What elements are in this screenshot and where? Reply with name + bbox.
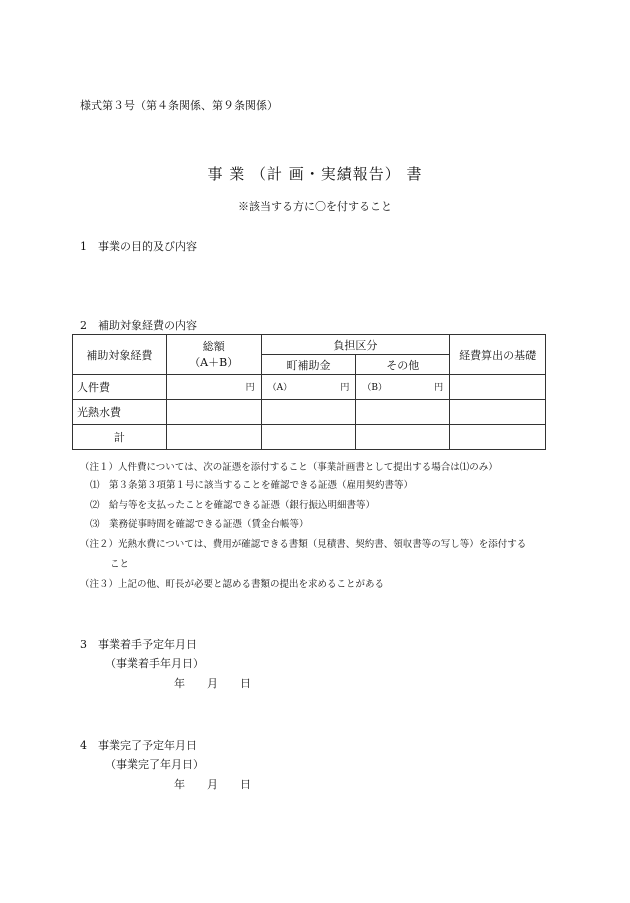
row-label-total: 計 [73, 425, 167, 450]
header-other: その他 [356, 355, 450, 375]
note-1-item-2: ⑵ 給与等を支払ったことを確認できる証憑（銀行振込明細書等） [90, 500, 376, 511]
section-2-label: 2 補助対象経費の内容 [80, 319, 197, 332]
header-total [166, 335, 261, 375]
sum-basis-cell[interactable] [450, 425, 546, 450]
header-item: 補助対象経費 [73, 335, 167, 375]
section-4-label: 4 事業完了予定年月日 [80, 739, 197, 752]
expense-table [72, 334, 546, 450]
yen-unit: 円 [434, 383, 444, 393]
page-title: 事 業 （計 画・実績報告） 書 [207, 165, 423, 183]
note-1: （注１）人件費については、次の証憑を添付すること（事業計画書として提出する場合は⑴のみ） [80, 462, 498, 473]
section-3-sub: （事業着手年月日） [105, 657, 204, 670]
prefix-b: （B） [362, 383, 388, 393]
yen-unit: 円 [340, 383, 350, 393]
row-label-utilities: 光熱水費 [73, 400, 167, 425]
section-3-label: 3 事業着手予定年月日 [80, 638, 197, 651]
note-2-continuation: こと [110, 559, 130, 570]
note-3: （注３）上記の他、町長が必要と認める書類の提出を求めることがある [80, 579, 385, 590]
row-label-personnel: 人件費 [73, 375, 167, 400]
personnel-total-cell[interactable] [166, 375, 261, 400]
note-1-item-3: ⑶ 業務従事時間を確認できる証憑（賃金台帳等） [90, 519, 309, 530]
form-number: 様式第３号（第４条関係、第９条関係） [80, 99, 278, 112]
utilities-basis-cell[interactable] [450, 400, 546, 425]
section-4-date[interactable]: 年 月 日 [174, 778, 251, 791]
header-burden: 負担区分 [261, 335, 450, 355]
personnel-basis-cell[interactable] [450, 375, 546, 400]
section-4-sub: （事業完了年月日） [105, 758, 204, 771]
header-total-line2: （A＋B） [189, 355, 239, 369]
sum-total-cell[interactable] [166, 425, 261, 450]
note-2: （注２）光熱水費については、費用が確認できる書類（見積書、契約書、領収書等の写し等）を添付する [80, 539, 527, 550]
utilities-other-cell[interactable] [356, 400, 450, 425]
header-town-subsidy: 町補助金 [261, 355, 356, 375]
header-basis: 経費算出の基礎 [450, 335, 546, 375]
personnel-other-cell[interactable] [356, 375, 450, 400]
utilities-town-cell[interactable] [261, 400, 356, 425]
note-1-item-1: ⑴ 第３条第３項第１号に該当することを確認できる証憑（雇用契約書等） [90, 480, 414, 491]
header-total-line1: 総額 [202, 339, 225, 353]
sum-other-cell[interactable] [356, 425, 450, 450]
utilities-total-cell[interactable] [166, 400, 261, 425]
yen-unit: 円 [245, 383, 255, 393]
sum-town-cell[interactable] [261, 425, 356, 450]
personnel-town-cell[interactable] [261, 375, 356, 400]
section-3-date[interactable]: 年 月 日 [174, 677, 251, 690]
prefix-a: （A） [267, 383, 293, 393]
page-subtitle: ※該当する方に〇を付すること [238, 200, 392, 213]
section-1-label: 1 事業の目的及び内容 [80, 240, 197, 253]
